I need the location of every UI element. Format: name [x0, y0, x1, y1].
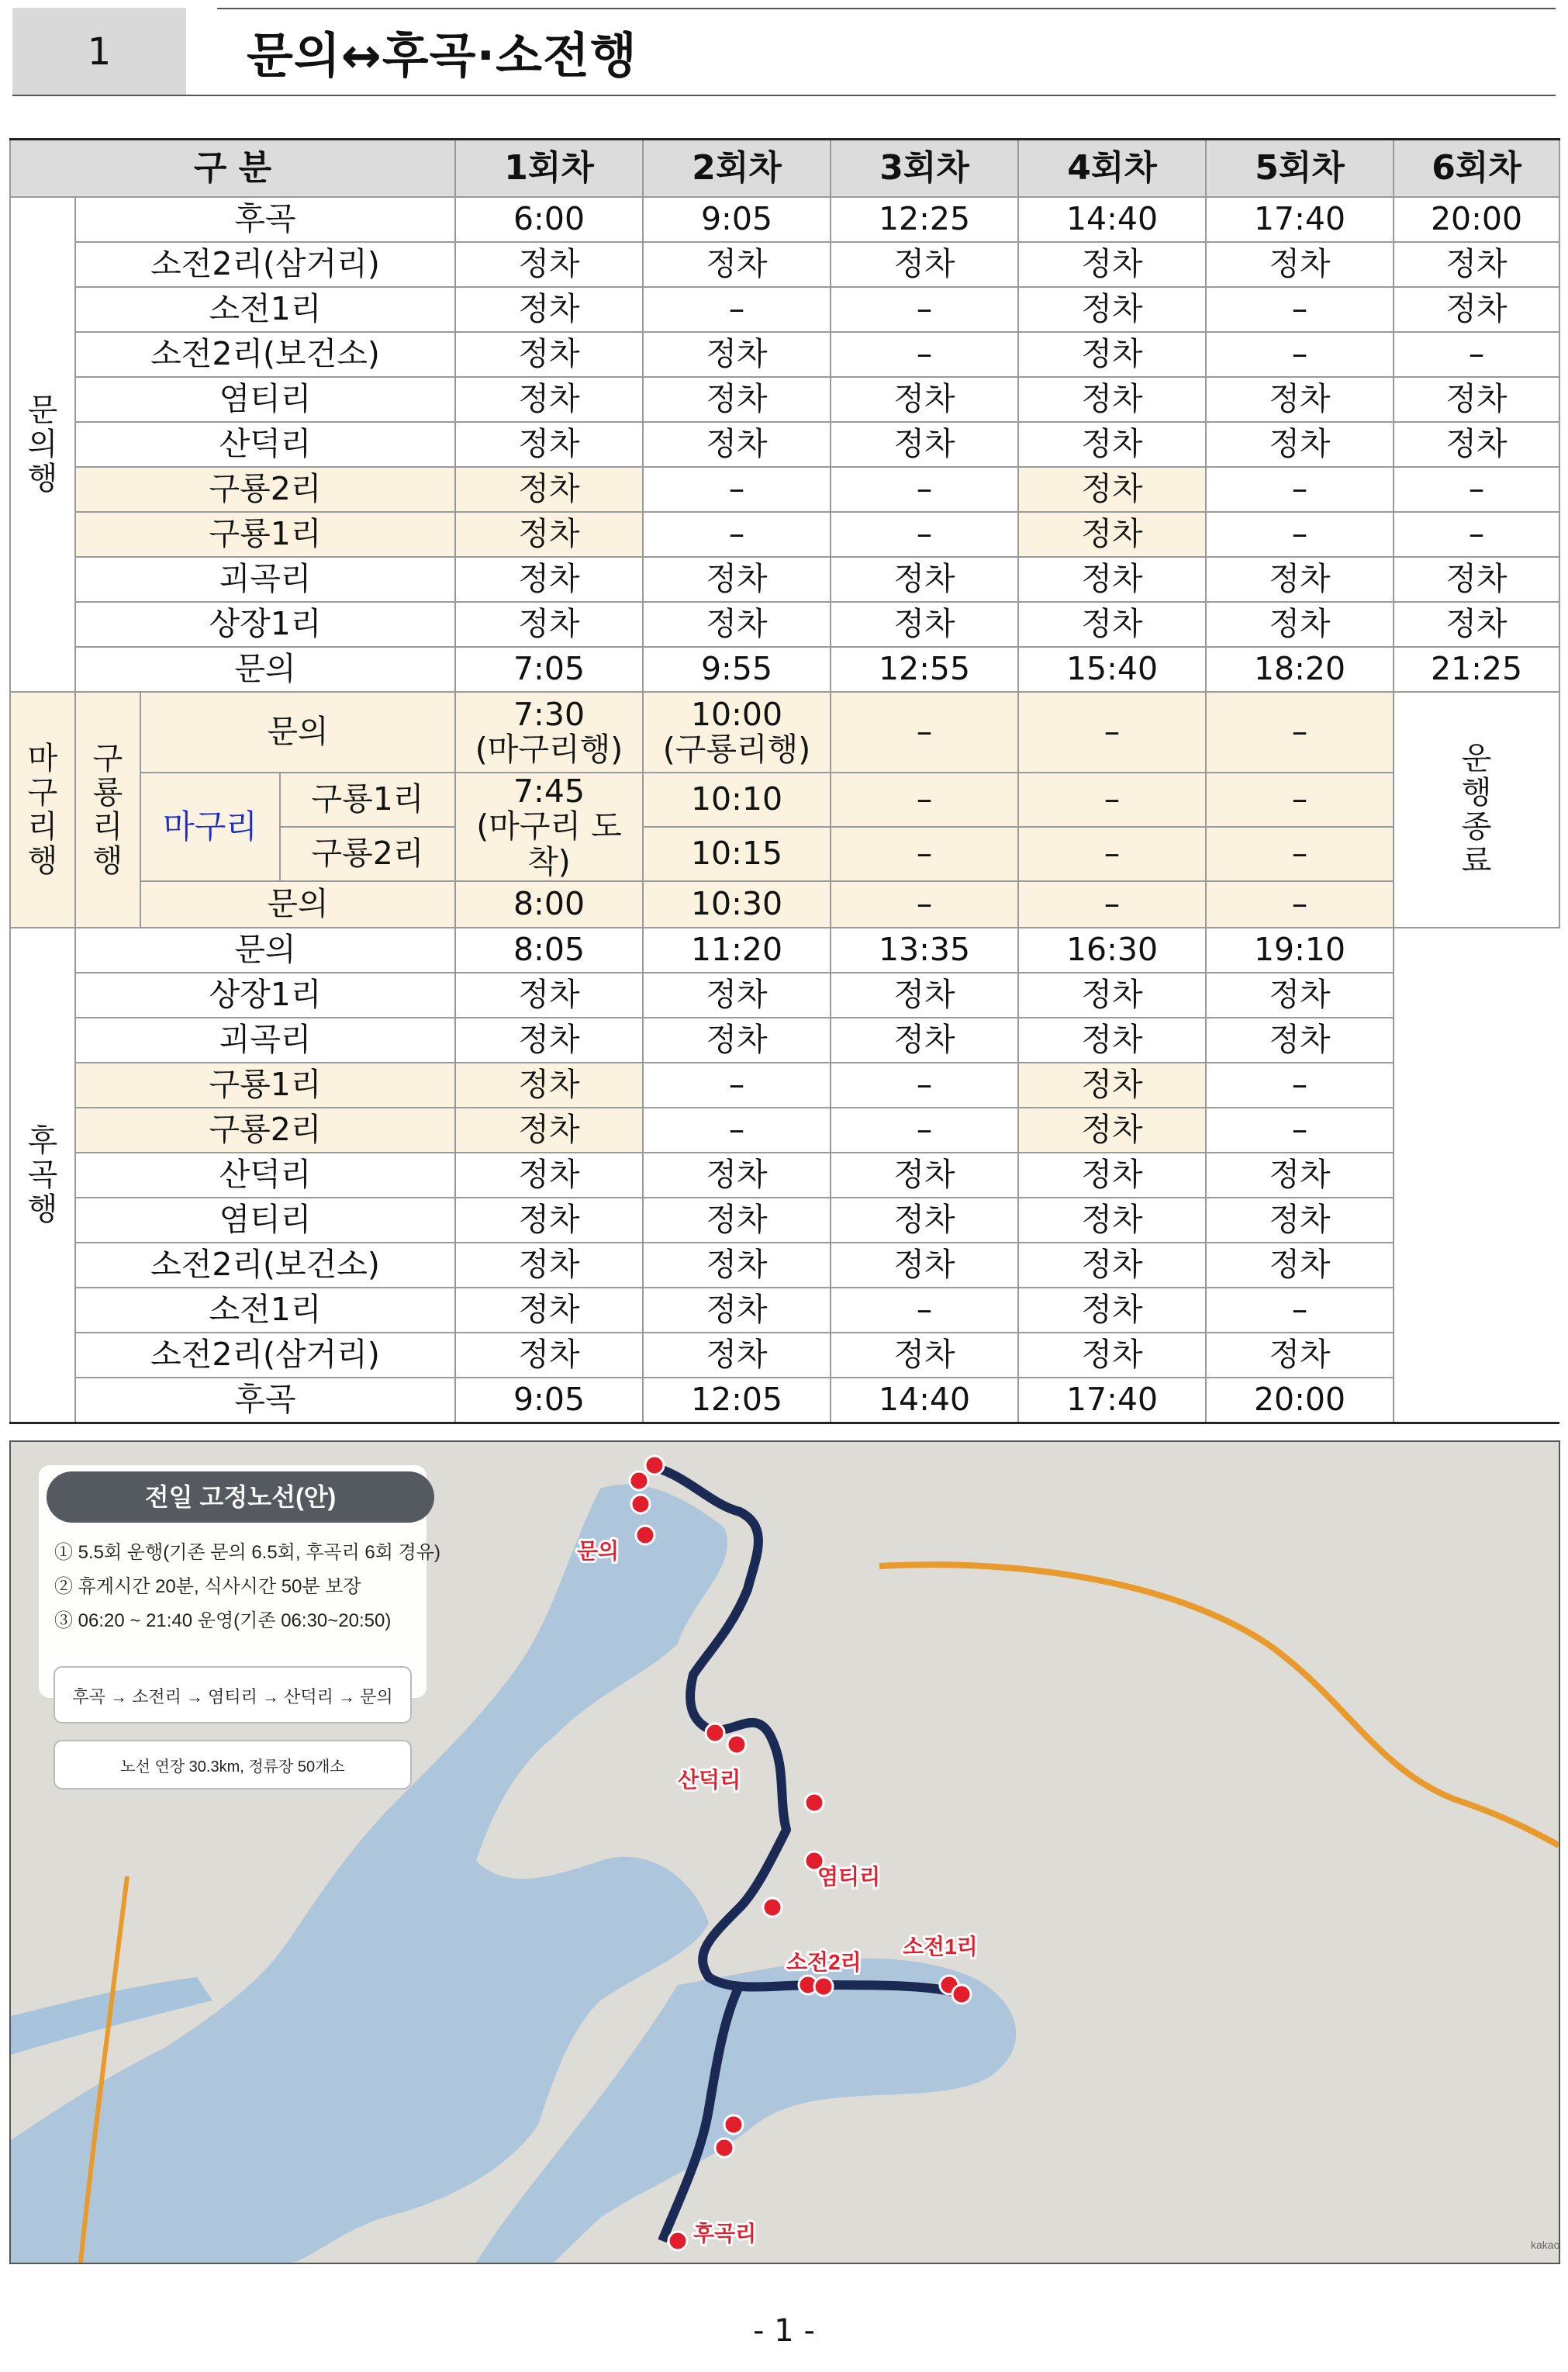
time-cell: 13:35 [831, 928, 1018, 973]
time-cell: – [1018, 773, 1206, 827]
stop-name: 염티리 [75, 1198, 455, 1243]
time-cell: 9:05 [643, 197, 831, 242]
table-row [10, 422, 1559, 467]
page-title: 문의↔후곡·소전행 [247, 27, 637, 84]
time-cell: – [1206, 692, 1394, 773]
legend-bullet: ② 휴게시간 20분, 식사시간 50분 보장 [54, 1576, 361, 1597]
stop-name: 상장1리 [75, 602, 455, 647]
stop-name: 소전1리 [75, 1288, 455, 1333]
time-cell: – [1206, 881, 1394, 928]
table-row [10, 1018, 1559, 1063]
service-end-note: 운 행 종 료 [1394, 692, 1559, 928]
time-cell: 정차 [831, 1153, 1018, 1198]
stop-marker [668, 2232, 687, 2250]
table-row [10, 1198, 1559, 1243]
stop-name: 구룡2리 [75, 467, 455, 512]
time-cell: – [831, 881, 1018, 928]
time-cell: 정차 [1018, 332, 1206, 377]
section-label-magu: 마 구 리 행 [10, 692, 75, 928]
time-cell: 정차 [643, 422, 831, 467]
time-cell: 정차 [831, 242, 1018, 287]
table-row [10, 1063, 1559, 1108]
section-label-munui: 문 의 행 [10, 197, 75, 692]
table-row [10, 1108, 1559, 1153]
time-cell: 정차 [1394, 242, 1559, 287]
stop-marker [814, 1977, 833, 1996]
time-cell: 정차 [1018, 242, 1206, 287]
stop-marker [727, 1735, 746, 1754]
time-cell: 정차 [643, 332, 831, 377]
time-cell: 정차 [1018, 557, 1206, 602]
table-row [10, 1288, 1559, 1333]
time-cell: – [831, 692, 1018, 773]
time-cell: – [831, 332, 1018, 377]
time-cell: – [1206, 827, 1394, 881]
time-cell: 21:25 [1394, 647, 1559, 692]
time-cell: – [1394, 512, 1559, 557]
time-cell: 정차 [643, 602, 831, 647]
time-cell: – [831, 512, 1018, 557]
legend-extent: 노선 연장 30.3km, 정류장 50개소 [120, 1758, 345, 1776]
time-cell: 7:45 (마구리 도착) [455, 773, 643, 881]
header-rule-bottom [12, 95, 1556, 96]
time-cell: 정차 [643, 973, 831, 1018]
header-rule-top [217, 8, 1556, 9]
stop-marker [724, 2115, 743, 2134]
time-cell: 10:00 (구룡리행) [643, 692, 831, 773]
time-cell: 정차 [1206, 1243, 1394, 1288]
table-row [10, 1333, 1559, 1378]
time-cell: 정차 [643, 1198, 831, 1243]
time-cell: 정차 [1018, 287, 1206, 332]
map-label-hugok: 후곡리 [693, 2222, 757, 2246]
time-cell: 정차 [643, 377, 831, 422]
time-cell: 정차 [1394, 287, 1559, 332]
table-row [10, 1378, 1559, 1423]
time-cell: 10:15 [643, 827, 831, 881]
section-number: 1 [12, 8, 186, 96]
stop-marker [952, 1985, 971, 2004]
time-cell: 정차 [1018, 377, 1206, 422]
time-cell: 8:00 [455, 881, 643, 928]
time-cell: 8:05 [455, 928, 643, 973]
time-cell: 정차 [1018, 422, 1206, 467]
time-cell: 정차 [1018, 1018, 1206, 1063]
stop-name: 구룡2리 [280, 827, 455, 881]
header-row [10, 140, 1559, 198]
stop-name: 소전2리(삼거리) [75, 1333, 455, 1378]
time-cell: 정차 [1018, 1198, 1206, 1243]
time-cell: – [831, 827, 1018, 881]
time-cell: 정차 [831, 1198, 1018, 1243]
stop-name: 구룡2리 [75, 1108, 455, 1153]
time-cell: – [1018, 881, 1206, 928]
time-cell: 9:55 [643, 647, 831, 692]
time-cell: – [1206, 1063, 1394, 1108]
time-cell: 15:40 [1018, 647, 1206, 692]
time-cell: 정차 [1018, 467, 1206, 512]
stop-marker [763, 1898, 782, 1917]
table-row [10, 197, 1559, 242]
time-cell: 정차 [455, 1288, 643, 1333]
stop-name: 문의 [75, 647, 455, 692]
col-header-trip-5: 5회차 [1206, 140, 1394, 198]
map-label-munui: 문의 [577, 1539, 620, 1563]
time-cell: 정차 [643, 242, 831, 287]
time-cell: – [643, 287, 831, 332]
time-cell: 정차 [1394, 377, 1559, 422]
time-cell: 정차 [831, 557, 1018, 602]
table-row [10, 773, 1559, 827]
time-cell: 정차 [1018, 1153, 1206, 1198]
stop-name: 후곡 [75, 1378, 455, 1423]
table-row [10, 647, 1559, 692]
time-cell: 정차 [1394, 602, 1559, 647]
route-map-image [11, 1442, 1559, 2263]
time-cell: 정차 [831, 377, 1018, 422]
time-cell: 정차 [643, 1288, 831, 1333]
map-label-sojeon2: 소전2리 [786, 1950, 862, 1974]
time-cell: 정차 [643, 557, 831, 602]
stop-marker [645, 1456, 664, 1475]
stop-name: 문의 [140, 881, 455, 928]
time-cell: 정차 [1206, 602, 1394, 647]
time-cell: 정차 [1206, 242, 1394, 287]
time-cell: 정차 [455, 557, 643, 602]
time-cell: 정차 [1018, 1288, 1206, 1333]
time-cell: – [1206, 1108, 1394, 1153]
stop-name: 소전2리(보건소) [75, 332, 455, 377]
time-cell: 정차 [455, 1198, 643, 1243]
time-cell: 정차 [1394, 422, 1559, 467]
time-cell: 7:05 [455, 647, 643, 692]
time-cell: 정차 [455, 377, 643, 422]
time-cell: – [831, 1288, 1018, 1333]
table-row [10, 242, 1559, 287]
time-cell: 정차 [455, 512, 643, 557]
time-cell: 정차 [643, 1018, 831, 1063]
stop-name: 문의 [140, 692, 455, 773]
time-cell: 정차 [455, 422, 643, 467]
stop-name: 문의 [75, 928, 455, 973]
time-cell: – [831, 1108, 1018, 1153]
time-cell: 20:00 [1206, 1378, 1394, 1423]
time-cell: 정차 [831, 1333, 1018, 1378]
timetable [9, 138, 1560, 1424]
stop-name: 구룡1리 [280, 773, 455, 827]
col-header-trip-6: 6회차 [1394, 140, 1559, 198]
time-cell: 정차 [455, 287, 643, 332]
table-row [10, 881, 1559, 928]
map-label-yeomti: 염티리 [817, 1865, 881, 1889]
time-cell: 정차 [1018, 1333, 1206, 1378]
table-row [10, 332, 1559, 377]
time-cell: 18:20 [1206, 647, 1394, 692]
stop-name: 구룡1리 [75, 1063, 455, 1108]
time-cell: 12:55 [831, 647, 1018, 692]
time-cell: 정차 [455, 242, 643, 287]
time-cell: 정차 [643, 1153, 831, 1198]
time-cell: 정차 [1394, 557, 1559, 602]
stop-marker [805, 1793, 824, 1812]
time-cell: 정차 [1206, 1198, 1394, 1243]
stop-name: 상장1리 [75, 973, 455, 1018]
time-cell: 정차 [1206, 557, 1394, 602]
time-cell: 9:05 [455, 1378, 643, 1423]
time-cell: – [1018, 692, 1206, 773]
stop-name: 소전1리 [75, 287, 455, 332]
time-cell: 정차 [1018, 973, 1206, 1018]
time-cell: – [1206, 467, 1394, 512]
time-cell: – [1206, 512, 1394, 557]
map-legend [39, 1465, 440, 1789]
page-number: - 1 - [753, 2313, 815, 2349]
time-cell: 10:30 [643, 881, 831, 928]
table-row [10, 928, 1559, 973]
stop-name: 구룡1리 [75, 512, 455, 557]
time-cell: – [1206, 287, 1394, 332]
stop-marker [630, 1471, 648, 1490]
time-cell: 정차 [1206, 422, 1394, 467]
time-cell: 정차 [455, 1333, 643, 1378]
table-row [10, 692, 1559, 773]
table-row [10, 557, 1559, 602]
time-cell: – [1018, 827, 1206, 881]
time-cell: 정차 [1018, 1243, 1206, 1288]
time-cell: 정차 [831, 422, 1018, 467]
stop-name: 염티리 [75, 377, 455, 422]
stop-marker [636, 1526, 654, 1544]
table-row [10, 377, 1559, 422]
time-cell: 17:40 [1018, 1378, 1206, 1423]
stop-name: 소전2리(삼거리) [75, 242, 455, 287]
time-cell: 12:25 [831, 197, 1018, 242]
col-header-trip-4: 4회차 [1018, 140, 1206, 198]
time-cell: 정차 [1018, 1108, 1206, 1153]
time-cell: 정차 [1018, 1063, 1206, 1108]
legend-route: 후곡 → 소전리 → 염티리 → 산덕리 → 문의 [72, 1687, 393, 1706]
time-cell: – [831, 773, 1018, 827]
time-cell: – [1394, 332, 1559, 377]
time-cell: – [1206, 332, 1394, 377]
table-row [10, 1153, 1559, 1198]
time-cell: – [831, 467, 1018, 512]
stop-name: 소전2리(보건소) [75, 1243, 455, 1288]
time-cell: 정차 [455, 1108, 643, 1153]
munui-section [10, 197, 1559, 692]
time-cell: 17:40 [1206, 197, 1394, 242]
section-label-guryong: 구 룡 리 행 [75, 692, 140, 928]
time-cell: 정차 [643, 1333, 831, 1378]
time-cell: – [831, 287, 1018, 332]
time-cell: 정차 [831, 1243, 1018, 1288]
time-cell: 6:00 [455, 197, 643, 242]
time-cell: 정차 [1018, 602, 1206, 647]
time-cell: 정차 [1206, 377, 1394, 422]
time-cell: 14:40 [831, 1378, 1018, 1423]
time-cell: – [831, 1063, 1018, 1108]
legend-bullet: ① 5.5회 운행(기존 문의 6.5회, 후곡리 6회 경유) [54, 1542, 440, 1563]
time-cell: 정차 [1206, 1153, 1394, 1198]
section-label-hugok: 후 곡 행 [10, 928, 75, 1423]
time-cell: 정차 [1206, 973, 1394, 1018]
col-header-trip-1: 1회차 [455, 140, 643, 198]
time-cell: – [643, 467, 831, 512]
table-row [10, 973, 1559, 1018]
time-cell: 12:05 [643, 1378, 831, 1423]
map-watermark: kakao [1531, 2239, 1559, 2251]
col-header-category: 구 분 [10, 140, 455, 198]
time-cell: – [643, 1063, 831, 1108]
stop-name: 후곡 [75, 197, 455, 242]
time-cell: 정차 [455, 1063, 643, 1108]
stop-marker [715, 2139, 734, 2157]
time-cell: 정차 [455, 1018, 643, 1063]
time-cell: 정차 [455, 1153, 643, 1198]
time-cell: 정차 [831, 602, 1018, 647]
magu-label: 마구리 [140, 773, 280, 881]
time-cell: 14:40 [1018, 197, 1206, 242]
table-row [10, 467, 1559, 512]
map-label-sojeon1: 소전1리 [903, 1935, 978, 1959]
table-row [10, 1243, 1559, 1288]
time-cell: 정차 [455, 973, 643, 1018]
stop-name: 괴곡리 [75, 557, 455, 602]
time-cell: – [1206, 1288, 1394, 1333]
time-cell: – [643, 512, 831, 557]
time-cell: 정차 [1206, 1333, 1394, 1378]
stop-name: 괴곡리 [75, 1018, 455, 1063]
time-cell: 정차 [831, 1018, 1018, 1063]
time-cell: – [1206, 773, 1394, 827]
time-cell: 정차 [455, 602, 643, 647]
time-cell: 10:10 [643, 773, 831, 827]
time-cell: 정차 [455, 467, 643, 512]
stop-name: 산덕리 [75, 422, 455, 467]
table-row [10, 287, 1559, 332]
map-label-sandeok: 산덕리 [678, 1768, 741, 1792]
magu-guryong-section [10, 692, 1559, 928]
time-cell: 정차 [1206, 1018, 1394, 1063]
time-cell: 정차 [1018, 512, 1206, 557]
stop-name: 산덕리 [75, 1153, 455, 1198]
time-cell: 11:20 [643, 928, 831, 973]
legend-title: 전일 고정노선(안) [144, 1483, 337, 1511]
col-header-trip-3: 3회차 [831, 140, 1018, 198]
time-cell: 16:30 [1018, 928, 1206, 973]
table-row [10, 602, 1559, 647]
time-cell: 정차 [643, 1243, 831, 1288]
time-cell: 19:10 [1206, 928, 1394, 973]
route-map [9, 1440, 1560, 2264]
time-cell: 정차 [455, 332, 643, 377]
time-cell: 정차 [455, 1243, 643, 1288]
time-cell: 20:00 [1394, 197, 1559, 242]
time-cell: – [643, 1108, 831, 1153]
table-row [10, 512, 1559, 557]
time-cell: 7:30 (마구리행) [455, 692, 643, 773]
col-header-trip-2: 2회차 [643, 140, 831, 198]
stop-marker [706, 1724, 724, 1742]
time-cell: – [1394, 467, 1559, 512]
legend-bullet: ③ 06:20 ~ 21:40 운영(기존 06:30~20:50) [54, 1610, 392, 1631]
stop-marker [631, 1495, 650, 1513]
hugok-section [10, 928, 1559, 1423]
time-cell: 정차 [831, 973, 1018, 1018]
